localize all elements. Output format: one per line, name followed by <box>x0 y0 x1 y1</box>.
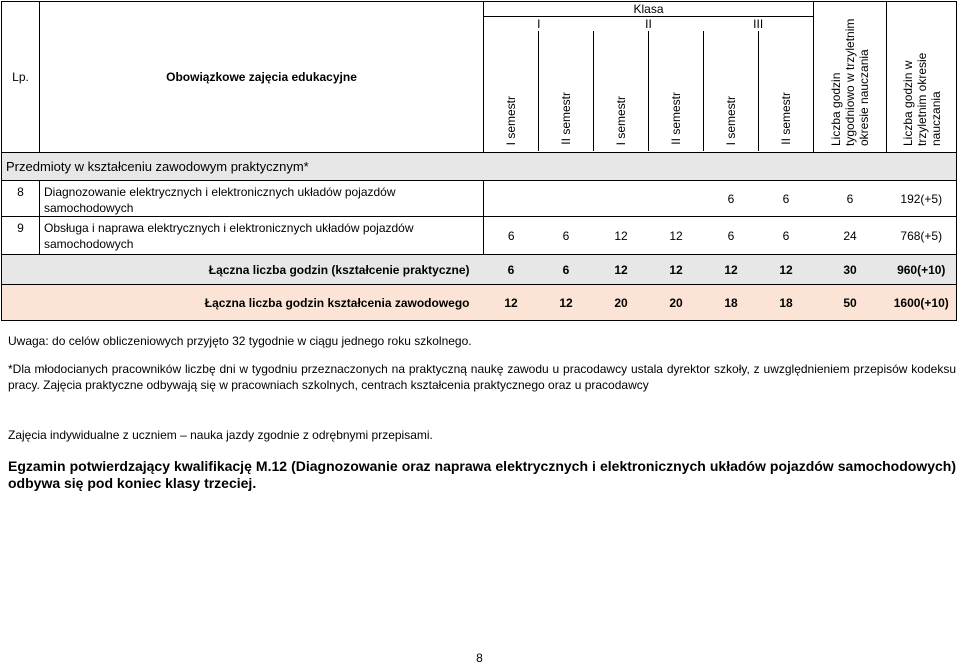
exam-note: Egzamin potwierdzający kwalifikację M.12 (Diagnozowanie oraz naprawa elektrycznych i elektronicznych układów pojazdów samochodowych) odbywa się pod koniec klasy trzeciej. <box>8 458 956 491</box>
sum-vocational-weekly: 50 <box>814 285 887 321</box>
sum-vocational-label: Łączna liczba godzin kształcenia zawodowego <box>2 285 484 321</box>
individual-note: Zajęcia indywidualne z uczniem – nauka jazdy zgodnie z odrębnymi przepisami. <box>8 428 433 442</box>
klasa-header <box>484 2 814 153</box>
weekly-hours-label: Liczba godzin tygodniowo w trzyletnim okresie nauczania <box>829 18 871 146</box>
semester-header-2: II semestr <box>559 92 573 145</box>
row-subject: Obsługa i naprawa elektrycznych i elektronicznych układów pojazdów samochodowych <box>40 217 484 255</box>
sum-practical-sem-5: 12 <box>704 255 759 285</box>
row-weekly: 6 <box>814 181 887 217</box>
total-hours-label: Liczba godzin w trzyletnim okresie nauczania <box>900 52 943 146</box>
row-total: 192(+5) <box>887 181 957 217</box>
year-labels <box>484 17 813 31</box>
semester-header-5: I semestr <box>724 95 738 145</box>
row-total: 768(+5) <box>887 217 957 255</box>
sum-vocational-sem-4: 20 <box>649 285 704 321</box>
year-1: I <box>537 17 541 31</box>
lp-header: Lp. <box>2 2 40 153</box>
sum-practical-row <box>2 255 957 285</box>
uwaga-note: Uwaga: do celów obliczeniowych przyjęto 32 tygodnie w ciągu jednego roku szkolnego. <box>8 334 472 348</box>
sum-practical-sem-6: 12 <box>759 255 814 285</box>
row-sem-5: 6 <box>704 181 759 217</box>
semester-header-3: I semestr <box>614 95 628 145</box>
row-sem-3: 12 <box>594 217 649 255</box>
section-title: Przedmioty w kształceniu zawodowym praktycznym* <box>2 153 957 181</box>
row-sem-4: 12 <box>649 217 704 255</box>
sum-vocational-sem-5: 18 <box>704 285 759 321</box>
subject-header: Obowiązkowe zajęcia edukacyjne <box>40 2 484 153</box>
sum-practical-sem-2: 6 <box>539 255 594 285</box>
row-subject: Diagnozowanie elektrycznych i elektronicznych układów pojazdów samochodowych <box>40 181 484 217</box>
sum-practical-label: Łączna liczba godzin (kształcenie praktyczne) <box>2 255 484 285</box>
sum-practical-sem-4: 12 <box>649 255 704 285</box>
page-number: 8 <box>476 651 483 665</box>
sum-vocational-total: 1600(+10) <box>887 285 957 321</box>
semester-header-1: I semestr <box>504 95 518 145</box>
row-sem-5: 6 <box>704 217 759 255</box>
row-empty-cells <box>484 181 704 217</box>
table-row <box>2 217 957 255</box>
year-3: III <box>753 17 764 31</box>
sum-vocational-sem-2: 12 <box>539 285 594 321</box>
sum-vocational-sem-6: 18 <box>759 285 814 321</box>
semester-header-6: II semestr <box>779 92 793 145</box>
row-weekly: 24 <box>814 217 887 255</box>
total-hours-header <box>887 2 957 153</box>
semester-header-row <box>484 31 813 151</box>
row-sem-1: 6 <box>484 217 539 255</box>
sum-practical-weekly: 30 <box>814 255 887 285</box>
klasa-label: Klasa <box>484 2 813 17</box>
sum-vocational-sem-3: 20 <box>594 285 649 321</box>
row-lp: 9 <box>2 217 40 255</box>
header-row <box>2 2 957 153</box>
sum-vocational-sem-1: 12 <box>484 285 539 321</box>
sum-practical-sem-3: 12 <box>594 255 649 285</box>
footnote: *Dla młodocianych pracowników liczbę dni w tygodniu przeznaczonych na praktyczną naukę zawodu u pracodawcy ustala dyrektor szkoły, z uwzględnieniem przepisów kodeksu pracy. Zajęcia praktyczne odbywają się w pracowniach szkolnych, centrach kształcenia praktycznego oraz u pracodawcy <box>8 362 956 392</box>
curriculum-table <box>1 1 957 321</box>
weekly-hours-header <box>814 2 887 153</box>
sum-vocational-row <box>2 285 957 321</box>
semester-header-4: II semestr <box>669 92 683 145</box>
row-sem-6: 6 <box>759 217 814 255</box>
year-2: II <box>645 17 652 31</box>
table-row <box>2 181 957 217</box>
row-lp: 8 <box>2 181 40 217</box>
section-row <box>2 153 957 181</box>
row-sem-2: 6 <box>539 217 594 255</box>
row-sem-6: 6 <box>759 181 814 217</box>
sum-practical-sem-1: 6 <box>484 255 539 285</box>
sum-practical-total: 960(+10) <box>887 255 957 285</box>
